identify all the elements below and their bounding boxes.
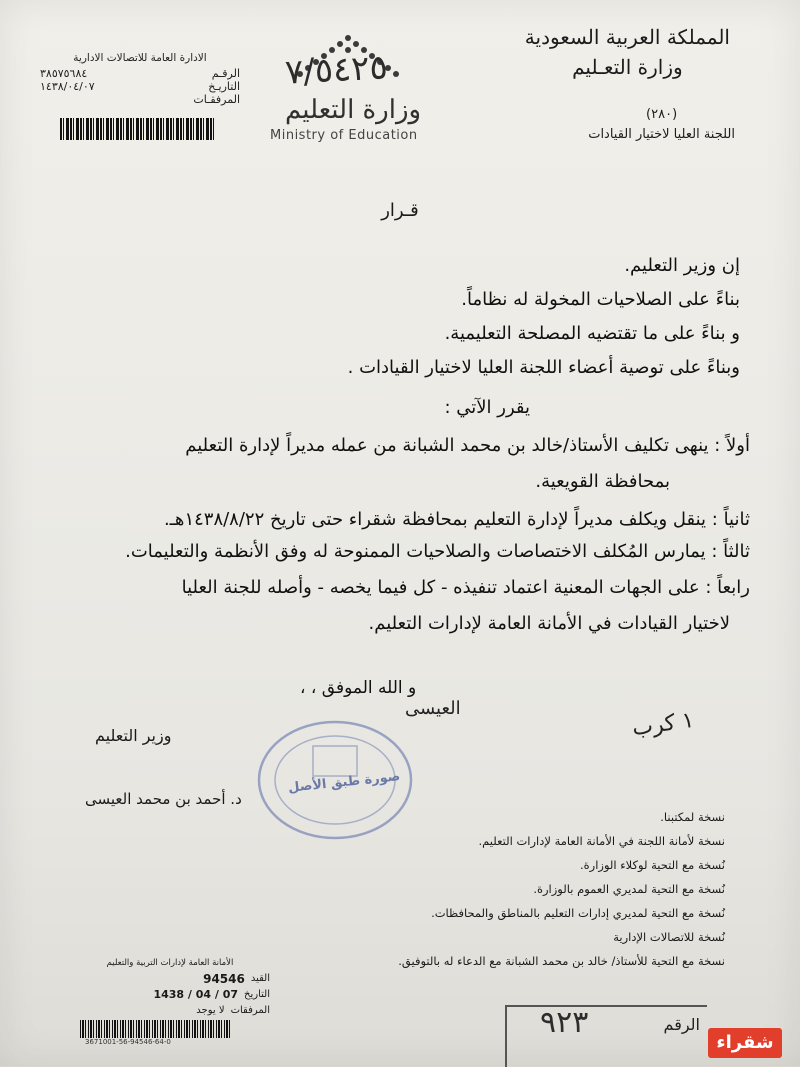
copies-list [398,805,725,973]
body-line: يقرر الآتي : [444,397,530,418]
number-stamp-label: الرقم [663,1015,700,1034]
committee-block [588,105,735,145]
registry-date-label: التاريخ [244,989,270,1000]
body-line: و بناءً على ما تقتضيه المصلحة التعليمية. [444,323,740,344]
bottom-barcode [80,1020,230,1038]
reference-attachments-row [40,93,240,106]
registry-date-value: 1438 / 04 / 07 [153,988,239,1001]
body-line: إن وزير التعليم. [624,255,740,276]
barcode-caption: 3671001-56-94546-64-0 [85,1038,171,1046]
watermark-logo: شقراء [708,1028,782,1058]
reference-date-value: ١٤٣٨/٠٤/٠٧ [40,80,95,93]
registry-entry-label: القيد [250,973,270,984]
body-line: وبناءً على توصية أعضاء اللجنة العليا لاختيار القيادات . [347,357,740,378]
copy-item: نسخة مع التحية للأستاذ/ خالد بن محمد الشبانة مع الدعاء له بالتوفيق. [398,954,725,968]
hand-initial: ١ كرب [630,707,696,742]
registry-entry-row [70,971,270,987]
kingdom-name: المملكة العربية السعودية [524,25,730,49]
body-line: بناءً على الصلاحيات المخولة له نظاماً. [461,289,740,310]
signature-name: د. أحمد بن محمد العيسى [85,790,242,808]
registry-attachments-row [70,1003,270,1019]
copy-item: نُسخة مع التحية لمديري إدارات التعليم بالمناطق والمحافظات. [431,906,725,920]
reference-block [40,52,240,106]
logo-arabic-text: وزارة التعليم [285,95,422,125]
registry-attachments-label: المرفقات [230,1005,270,1016]
stamp-text: صورة طبق الأصل [287,769,401,796]
copy-item: نسخة لمكتبنا. [660,810,725,824]
registry-date-row [70,987,270,1003]
committee-code: (٢٨٠) [646,107,678,122]
body-line: أولاً : ينهى تكليف الأستاذ/خالد بن محمد الشبانة من عمله مديراً لإدارة التعليم [185,435,750,456]
body-line: لاختيار القيادات في الأمانة العامة لإدارات التعليم. [368,613,730,634]
committee-name: اللجنة العليا لاختيار القيادات [588,127,735,142]
reference-department: الادارة العامة للاتصالات الادارية [73,52,207,64]
signature-title: وزير التعليم [95,726,172,745]
number-stamp-value: ٩٢٣ [540,1005,589,1040]
body-line: ثالثاً : يمارس المُكلف الاختصاصات والصلاحيات الممنوحة له وفق الأنظمة والتعليمات. [125,541,750,562]
reference-number-label: الرقـم [211,67,240,80]
document-body [60,255,750,655]
copy-item: نُسخة مع التحية لوكلاء الوزارة. [580,858,725,872]
reference-number-row [40,67,240,80]
body-line: رابعاً : على الجهات المعنية اعتماد تنفيذه - كل فيما يخصه - وأصله للجنة العليا [181,577,750,598]
ministry-name: وزارة التعـليم [572,55,683,79]
handwritten-number: ٧/٥٤٢٥ [284,47,389,93]
body-line: بمحافظة القويعية. [535,471,670,492]
top-barcode [60,118,216,140]
reference-number-value: ٣٨٥٧٥٦٨٤ [40,67,88,80]
body-line: ثانياً : ينقل ويكلف مديراً لإدارة التعليم بمحافظة شقراء حتى تاريخ ١٤٣٨/٨/٢٢هـ. [163,509,750,530]
closing-line: و الله الموفق ، ، [300,678,417,698]
document-title: قـرار [381,200,419,221]
logo-english-text: Ministry of Education [270,128,418,143]
reference-date-label: التاريـخ [208,80,240,93]
registry-entry-value: 94546 [203,972,245,986]
reference-attachments-label: المرفقـات [193,93,240,106]
registry-box [70,955,270,1019]
reference-date-row [40,80,240,93]
signature-mark: العيسى [405,698,461,719]
registry-attachments-value: لا يوجد [196,1005,225,1016]
copy-item: نُسخة مع التحية لمديري العموم بالوزارة. [533,882,725,896]
header-block [525,22,730,82]
copy-item: نسخة لأمانة اللجنة في الأمانة العامة لإدارات التعليم. [478,834,725,848]
registry-department: الأمانة العامة لإدارات التربية والتعليم [106,958,234,968]
copy-item: نُسخة للاتصالات الإدارية [613,930,725,944]
